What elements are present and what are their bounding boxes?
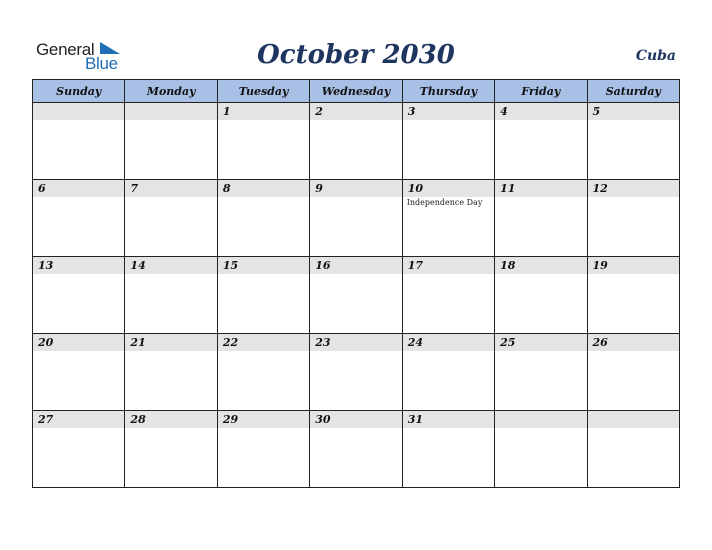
day-cell <box>125 180 217 257</box>
day-number: 14 <box>125 257 216 274</box>
calendar-body <box>33 103 680 488</box>
day-number: 13 <box>33 257 124 274</box>
day-number: 29 <box>218 411 309 428</box>
day-cell <box>217 411 309 488</box>
day-number: 15 <box>218 257 309 274</box>
weekday-header-saturday: Saturday <box>587 80 679 103</box>
week-row <box>33 257 680 334</box>
day-number: 12 <box>588 180 679 197</box>
logo-text-general: General <box>36 40 95 59</box>
day-number: 8 <box>218 180 309 197</box>
day-cell <box>310 103 402 180</box>
day-cell <box>310 411 402 488</box>
day-cell <box>402 257 494 334</box>
day-cell <box>217 103 309 180</box>
day-number: 7 <box>125 180 216 197</box>
day-number: 17 <box>403 257 494 274</box>
day-number: 28 <box>125 411 216 428</box>
day-cell <box>587 411 679 488</box>
day-cell <box>310 257 402 334</box>
day-number <box>33 103 124 120</box>
day-cell <box>495 334 587 411</box>
day-number: 24 <box>403 334 494 351</box>
day-cell <box>310 334 402 411</box>
day-number: 30 <box>310 411 401 428</box>
day-cell <box>402 334 494 411</box>
day-number: 1 <box>218 103 309 120</box>
day-number: 3 <box>403 103 494 120</box>
month-calendar <box>32 79 680 488</box>
day-cell <box>125 411 217 488</box>
day-cell <box>33 103 125 180</box>
day-cell <box>33 257 125 334</box>
day-cell <box>495 103 587 180</box>
holiday-event: Independence Day <box>406 198 483 207</box>
day-cell <box>125 334 217 411</box>
day-cell <box>495 411 587 488</box>
calendar-title: October 2030 <box>257 40 455 70</box>
day-cell <box>310 180 402 257</box>
day-cell <box>587 103 679 180</box>
day-number: 4 <box>495 103 586 120</box>
weekday-header-sunday: Sunday <box>33 80 125 103</box>
day-number: 18 <box>495 257 586 274</box>
weekday-header-friday: Friday <box>495 80 587 103</box>
day-number: 23 <box>310 334 401 351</box>
day-cell <box>402 103 494 180</box>
week-row <box>33 334 680 411</box>
day-cell <box>217 257 309 334</box>
weekday-header-thursday: Thursday <box>402 80 494 103</box>
day-number: 5 <box>588 103 679 120</box>
week-row <box>33 180 680 257</box>
day-number <box>125 103 216 120</box>
day-cell <box>402 411 494 488</box>
day-number: 27 <box>33 411 124 428</box>
day-number: 21 <box>125 334 216 351</box>
day-cell <box>495 180 587 257</box>
day-cell <box>402 180 494 257</box>
day-number: 11 <box>495 180 586 197</box>
weekday-header-monday: Monday <box>125 80 217 103</box>
day-cell <box>495 257 587 334</box>
day-number: 25 <box>495 334 586 351</box>
day-number: 19 <box>588 257 679 274</box>
day-number <box>495 411 586 428</box>
day-number: 20 <box>33 334 124 351</box>
day-cell <box>587 257 679 334</box>
weekday-header-row <box>33 80 680 103</box>
day-number: 22 <box>218 334 309 351</box>
day-number: 26 <box>588 334 679 351</box>
day-cell <box>125 103 217 180</box>
day-cell <box>587 180 679 257</box>
day-cell <box>33 334 125 411</box>
day-cell <box>33 411 125 488</box>
day-number: 9 <box>310 180 401 197</box>
weekday-header-wednesday: Wednesday <box>310 80 402 103</box>
day-cell <box>33 180 125 257</box>
day-cell <box>125 257 217 334</box>
day-number: 10 <box>403 180 494 197</box>
day-number: 16 <box>310 257 401 274</box>
week-row <box>33 411 680 488</box>
day-number <box>588 411 679 428</box>
day-number: 2 <box>310 103 401 120</box>
weekday-header-tuesday: Tuesday <box>217 80 309 103</box>
day-number: 31 <box>403 411 494 428</box>
day-cell <box>217 180 309 257</box>
week-row <box>33 103 680 180</box>
day-number: 6 <box>33 180 124 197</box>
country-label: Cuba <box>635 48 676 64</box>
day-cell <box>217 334 309 411</box>
logo-text-blue: Blue <box>85 54 118 73</box>
day-cell <box>587 334 679 411</box>
